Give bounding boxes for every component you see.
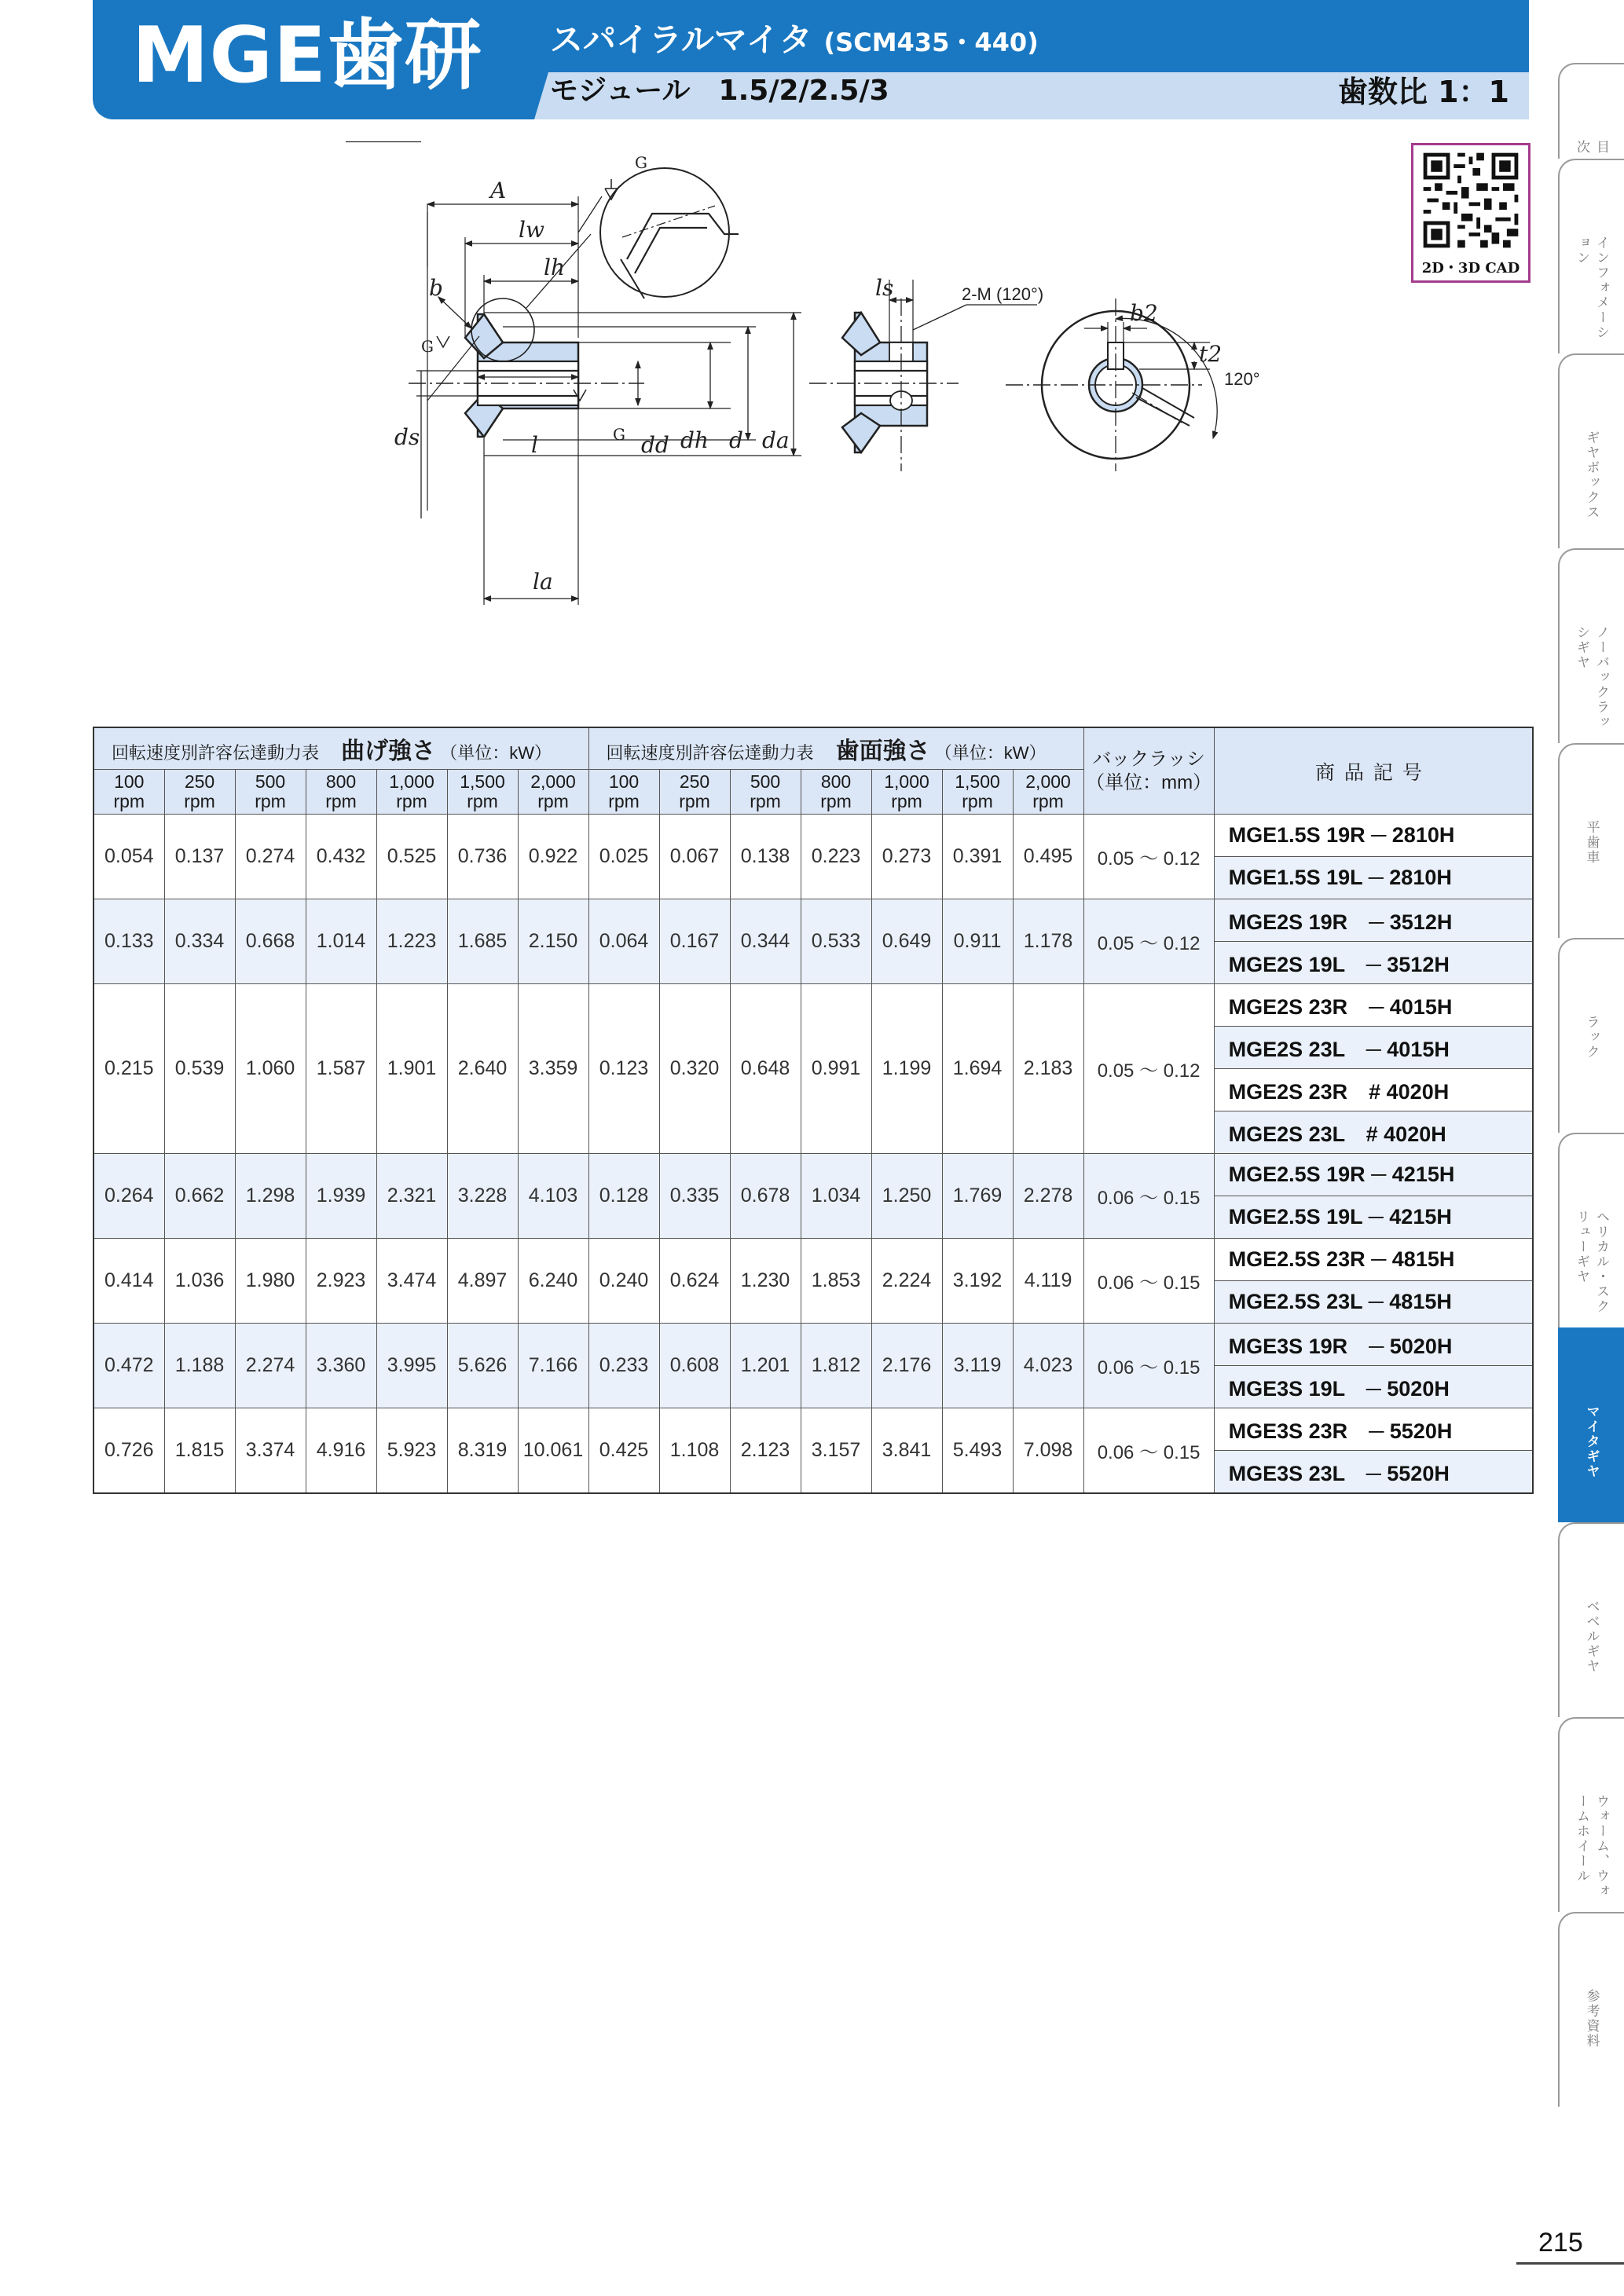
bending-power-cell: 0.525 — [376, 815, 447, 899]
surface-power-cell: 0.425 — [588, 1408, 659, 1494]
rpm-unit: rpm — [184, 791, 215, 811]
bending-power-cell: 4.103 — [518, 1154, 588, 1239]
bending-power-cell: 3.374 — [235, 1408, 306, 1494]
table-row — [93, 1324, 1533, 1366]
surface-power-cell: 5.493 — [942, 1408, 1013, 1494]
rpm-value: 1,500 — [460, 771, 505, 792]
qr-caption: 2D・3D CAD — [1421, 260, 1520, 276]
dim-t2: t2 — [1199, 341, 1223, 367]
rpm-value: 2,000 — [530, 771, 576, 792]
surface-power-cell: 1.769 — [942, 1154, 1013, 1239]
backlash-title: バックラッシ — [1092, 748, 1205, 770]
dim-la: la — [533, 569, 553, 595]
backlash-cell: 0.05 ～ 0.12 — [1083, 815, 1214, 899]
bending-power-cell: 3.359 — [518, 984, 588, 1154]
dim-b2: b2 — [1130, 300, 1158, 326]
rpm-unit: rpm — [891, 791, 922, 811]
dim-ls: ls — [875, 275, 894, 301]
bending-power-cell: 10.061 — [518, 1408, 588, 1494]
surface-power-cell: 4.119 — [1013, 1239, 1083, 1324]
surface-power-cell: 0.025 — [588, 815, 659, 899]
side-tab[interactable] — [1558, 548, 1624, 743]
brand-title: MGE歯研 — [132, 11, 482, 101]
surface-power-cell: 0.335 — [659, 1154, 730, 1239]
side-tab-label: ベベルギヤ — [1583, 1599, 1600, 1674]
dim-G-bore: G — [613, 425, 625, 444]
surface-power-cell: 0.123 — [588, 984, 659, 1154]
surface-power-cell: 0.649 — [871, 899, 942, 984]
dim-b: b — [429, 275, 443, 301]
surface-power-cell: 0.624 — [659, 1239, 730, 1324]
bending-power-cell: 2.923 — [306, 1239, 376, 1324]
bending-power-cell: 3.995 — [376, 1324, 447, 1408]
surface-power-cell: 2.278 — [1013, 1154, 1083, 1239]
product-code-cell[interactable]: MGE2.5S 23R ─ 4815H — [1214, 1239, 1533, 1281]
dim-G-cone: G — [421, 337, 434, 356]
surface-power-cell: 4.023 — [1013, 1324, 1083, 1408]
side-tab-label: ノーバックラッシギヤ — [1574, 625, 1609, 730]
bending-power-cell: 0.414 — [93, 1239, 164, 1324]
dim-l: l — [531, 432, 538, 458]
bending-rpm-header — [518, 770, 588, 815]
bending-power-cell: 2.321 — [376, 1154, 447, 1239]
side-tab[interactable] — [1558, 938, 1624, 1133]
bending-power-cell: 1.036 — [164, 1239, 235, 1324]
product-code-cell[interactable]: MGE3S 19R ─ 5020H — [1214, 1324, 1533, 1366]
surface-power-cell: 1.250 — [871, 1154, 942, 1239]
bending-power-cell: 2.640 — [447, 984, 518, 1154]
bending-rpm-header — [306, 770, 376, 815]
bending-power-cell: 0.472 — [93, 1324, 164, 1408]
bending-power-cell: 0.264 — [93, 1154, 164, 1239]
side-tab-label: ウォーム、ウォームホイール — [1574, 1794, 1609, 1899]
bending-power-cell: 0.137 — [164, 815, 235, 899]
surface-rpm-header — [1013, 770, 1083, 815]
surface-power-cell: 2.224 — [871, 1239, 942, 1324]
surface-rpm-header — [588, 770, 659, 815]
surface-power-cell: 7.098 — [1013, 1408, 1083, 1494]
bending-power-cell: 0.736 — [447, 815, 518, 899]
rpm-unit: rpm — [679, 791, 710, 811]
rpm-value: 500 — [750, 771, 781, 792]
surface-power-cell: 0.167 — [659, 899, 730, 984]
bending-power-cell: 1.188 — [164, 1324, 235, 1408]
bending-power-cell: 5.923 — [376, 1408, 447, 1494]
surface-power-cell: 0.344 — [730, 899, 801, 984]
bending-power-cell: 3.228 — [447, 1154, 518, 1239]
surface-power-cell: 2.176 — [871, 1324, 942, 1408]
angle-label: 120° — [1224, 369, 1260, 389]
bending-rpm-header — [447, 770, 518, 815]
bending-rpm-header — [235, 770, 306, 815]
surface-power-cell: 0.991 — [801, 984, 871, 1154]
gear-technical-drawing — [346, 141, 1289, 613]
side-tab-label: 参考資料 — [1583, 1989, 1600, 2049]
bending-title: 曲げ強さ — [341, 738, 436, 764]
bending-power-cell: 3.474 — [376, 1239, 447, 1324]
bending-power-cell: 1.685 — [447, 899, 518, 984]
dim-dd: dd — [641, 432, 669, 458]
rpm-unit: rpm — [325, 791, 357, 811]
product-title — [550, 20, 1039, 59]
rpm-unit: rpm — [113, 791, 145, 811]
power-rating-table — [93, 727, 1534, 1494]
dim-lw: lw — [519, 217, 544, 243]
table-row — [93, 815, 1533, 857]
bending-power-cell: 0.133 — [93, 899, 164, 984]
surface-power-cell: 0.533 — [801, 899, 871, 984]
bending-power-cell: 1.298 — [235, 1154, 306, 1239]
side-tab-label: マイタギヤ — [1583, 1404, 1600, 1479]
side-tab[interactable] — [1558, 1133, 1624, 1327]
bending-rpm-header — [164, 770, 235, 815]
dim-da: da — [762, 427, 790, 453]
bending-power-cell: 1.901 — [376, 984, 447, 1154]
surface-power-cell: 0.608 — [659, 1324, 730, 1408]
side-tab-label: 目次 — [1574, 140, 1609, 155]
dim-ds: ds — [394, 424, 420, 450]
product-code-cell[interactable]: MGE2S 19L ─ 3512H — [1214, 942, 1533, 984]
header-code: 商品記号 — [1214, 727, 1533, 815]
rpm-unit: rpm — [467, 791, 498, 811]
bending-power-cell: 1.815 — [164, 1408, 235, 1494]
rpm-unit: rpm — [1032, 791, 1064, 811]
surface-power-cell: 3.841 — [871, 1408, 942, 1494]
backlash-cell: 0.06 ～ 0.15 — [1083, 1408, 1214, 1494]
surface-power-cell: 0.911 — [942, 899, 1013, 984]
bending-power-cell: 7.166 — [518, 1324, 588, 1408]
bending-power-cell: 8.319 — [447, 1408, 518, 1494]
rpm-value: 1,500 — [955, 771, 1000, 792]
product-code-cell[interactable]: MGE1.5S 19L ─ 2810H — [1214, 857, 1533, 899]
surface-power-cell: 3.192 — [942, 1239, 1013, 1324]
side-tab[interactable] — [1558, 159, 1624, 353]
bending-power-cell: 0.432 — [306, 815, 376, 899]
bending-prefix: 回転速度別許容伝達動力表 — [112, 743, 320, 763]
surface-rpm-header — [942, 770, 1013, 815]
rpm-unit: rpm — [750, 791, 781, 811]
bending-rpm-header — [376, 770, 447, 815]
side-tab[interactable] — [1558, 1522, 1624, 1717]
bending-power-cell: 0.662 — [164, 1154, 235, 1239]
surface-title: 歯面強さ — [835, 738, 930, 764]
side-tab[interactable] — [1558, 353, 1624, 548]
cad-qr-code[interactable] — [1411, 143, 1531, 283]
surface-power-cell: 2.183 — [1013, 984, 1083, 1154]
product-code-cell[interactable]: MGE2S 23L # 4020H — [1214, 1111, 1533, 1154]
product-code-cell[interactable]: MGE3S 19L ─ 5020H — [1214, 1366, 1533, 1408]
rpm-value: 800 — [325, 771, 357, 792]
table-row — [93, 899, 1533, 942]
product-code-cell[interactable]: MGE2S 19R ─ 3512H — [1214, 899, 1533, 942]
bending-unit: （単位：kW） — [440, 743, 552, 763]
bending-power-cell: 3.360 — [306, 1324, 376, 1408]
bending-power-cell: 1.060 — [235, 984, 306, 1154]
bending-power-cell: 6.240 — [518, 1239, 588, 1324]
rpm-value: 1,000 — [389, 771, 434, 792]
bending-power-cell: 1.980 — [235, 1239, 306, 1324]
rpm-unit: rpm — [255, 791, 286, 811]
surface-rpm-header — [871, 770, 942, 815]
dim-dh: dh — [680, 427, 709, 453]
surface-power-cell: 1.694 — [942, 984, 1013, 1154]
bending-power-cell: 2.274 — [235, 1324, 306, 1408]
surface-power-cell: 3.157 — [801, 1408, 871, 1494]
rpm-value: 100 — [608, 771, 640, 792]
rpm-unit: rpm — [962, 791, 993, 811]
surface-rpm-header — [730, 770, 801, 815]
rpm-unit: rpm — [396, 791, 427, 811]
module-text: モジュール 1.5/2/2.5/3 — [550, 75, 889, 107]
backlash-cell: 0.05 ～ 0.12 — [1083, 899, 1214, 984]
surface-power-cell: 0.391 — [942, 815, 1013, 899]
backlash-cell: 0.06 ～ 0.15 — [1083, 1154, 1214, 1239]
surface-unit: （単位：kW） — [934, 743, 1047, 763]
page-number-rule — [1516, 2262, 1624, 2265]
product-code-cell[interactable]: MGE3S 23L ─ 5520H — [1214, 1451, 1533, 1494]
side-tab-label: インフォメーション — [1574, 236, 1609, 340]
bending-power-cell: 1.014 — [306, 899, 376, 984]
dim-lh: lh — [544, 255, 565, 280]
rpm-unit: rpm — [608, 791, 640, 811]
surface-power-cell: 0.648 — [730, 984, 801, 1154]
bending-power-cell: 2.150 — [518, 899, 588, 984]
surface-power-cell: 1.034 — [801, 1154, 871, 1239]
bending-power-cell: 1.939 — [306, 1154, 376, 1239]
product-code-cell[interactable]: MGE2.5S 19R ─ 4215H — [1214, 1154, 1533, 1196]
side-tab-label: ギヤボックス — [1583, 430, 1600, 520]
surface-rpm-header — [801, 770, 871, 815]
side-tab-label: ラック — [1583, 1015, 1600, 1060]
product-code-cell[interactable]: MGE3S 23R ─ 5520H — [1214, 1408, 1533, 1451]
surface-power-cell: 0.678 — [730, 1154, 801, 1239]
backlash-cell: 0.06 ～ 0.15 — [1083, 1324, 1214, 1408]
backlash-cell: 0.05 ～ 0.12 — [1083, 984, 1214, 1154]
side-tab[interactable] — [1558, 1912, 1624, 2107]
bending-power-cell: 4.897 — [447, 1239, 518, 1324]
surface-power-cell: 0.240 — [588, 1239, 659, 1324]
side-tab[interactable] — [1558, 63, 1624, 159]
surface-rpm-header — [659, 770, 730, 815]
dim-A: A — [490, 178, 507, 203]
side-tab-label: ヘリカル・スクリューギヤ — [1574, 1210, 1609, 1314]
bending-power-cell: 5.626 — [447, 1324, 518, 1408]
rpm-unit: rpm — [537, 791, 569, 811]
surface-power-cell: 0.064 — [588, 899, 659, 984]
product-code-cell[interactable]: MGE2S 23R # 4020H — [1214, 1069, 1533, 1111]
rpm-value: 1,000 — [884, 771, 929, 792]
backlash-cell: 0.06 ～ 0.15 — [1083, 1239, 1214, 1324]
surface-power-cell: 3.119 — [942, 1324, 1013, 1408]
header-backlash — [1083, 727, 1214, 815]
table-row — [93, 984, 1533, 1027]
surface-power-cell: 0.128 — [588, 1154, 659, 1239]
tap-label: 2-M (120°) — [962, 284, 1044, 304]
dim-G-top: G — [635, 153, 647, 172]
surface-power-cell: 0.067 — [659, 815, 730, 899]
surface-power-cell: 0.233 — [588, 1324, 659, 1408]
product-code-cell[interactable]: MGE1.5S 19R ─ 2810H — [1214, 815, 1533, 857]
rpm-unit: rpm — [820, 791, 852, 811]
bending-power-cell: 1.587 — [306, 984, 376, 1154]
bending-power-cell: 0.274 — [235, 815, 306, 899]
rpm-value: 2,000 — [1025, 771, 1071, 792]
surface-prefix: 回転速度別許容伝達動力表 — [606, 743, 814, 763]
rpm-value: 100 — [114, 771, 145, 792]
bending-power-cell: 1.223 — [376, 899, 447, 984]
surface-power-cell: 2.123 — [730, 1408, 801, 1494]
header-surface — [588, 727, 1083, 770]
table-row — [93, 1408, 1533, 1451]
surface-power-cell: 1.201 — [730, 1324, 801, 1408]
page-number: 215 — [1538, 2228, 1583, 2258]
surface-power-cell: 1.108 — [659, 1408, 730, 1494]
surface-power-cell: 0.138 — [730, 815, 801, 899]
bending-power-cell: 0.054 — [93, 815, 164, 899]
surface-power-cell: 0.273 — [871, 815, 942, 899]
surface-power-cell: 1.812 — [801, 1324, 871, 1408]
side-tab[interactable] — [1558, 743, 1624, 938]
dim-d: d — [729, 427, 743, 453]
bending-power-cell: 0.922 — [518, 815, 588, 899]
rpm-value: 800 — [820, 771, 852, 792]
surface-power-cell: 0.320 — [659, 984, 730, 1154]
bending-power-cell: 0.334 — [164, 899, 235, 984]
product-code-cell[interactable]: MGE2.5S 23L ─ 4815H — [1214, 1281, 1533, 1324]
product-code-cell[interactable]: MGE2S 23R ─ 4015H — [1214, 984, 1533, 1027]
product-material: (SCM435・440) — [823, 27, 1039, 57]
surface-power-cell: 1.230 — [730, 1239, 801, 1324]
rpm-value: 500 — [255, 771, 286, 792]
bending-power-cell: 0.726 — [93, 1408, 164, 1494]
surface-power-cell: 1.853 — [801, 1239, 871, 1324]
product-code-cell[interactable]: MGE2S 23L ─ 4015H — [1214, 1027, 1533, 1069]
table-row — [93, 1154, 1533, 1196]
ratio-text: 歯数比 1：1 — [1337, 75, 1509, 109]
surface-power-cell: 0.495 — [1013, 815, 1083, 899]
header-bending — [93, 727, 588, 770]
qr-icon — [1413, 145, 1528, 255]
product-name: スパイラルマイタ — [550, 20, 812, 59]
bending-power-cell: 4.916 — [306, 1408, 376, 1494]
rpm-value: 250 — [679, 771, 710, 792]
rpm-value: 250 — [184, 771, 215, 792]
surface-power-cell: 1.178 — [1013, 899, 1083, 984]
product-code-cell[interactable]: MGE2.5S 19L ─ 4215H — [1214, 1196, 1533, 1239]
backlash-unit: （単位：mm） — [1086, 771, 1212, 793]
side-tab[interactable] — [1558, 1717, 1624, 1912]
bending-rpm-header — [93, 770, 164, 815]
side-tab[interactable] — [1558, 1327, 1624, 1522]
table-row — [93, 1239, 1533, 1281]
surface-power-cell: 0.223 — [801, 815, 871, 899]
surface-power-cell: 1.199 — [871, 984, 942, 1154]
side-tab-label: 平歯車 — [1583, 820, 1600, 865]
bending-power-cell: 0.539 — [164, 984, 235, 1154]
bending-power-cell: 0.215 — [93, 984, 164, 1154]
bending-power-cell: 0.668 — [235, 899, 306, 984]
